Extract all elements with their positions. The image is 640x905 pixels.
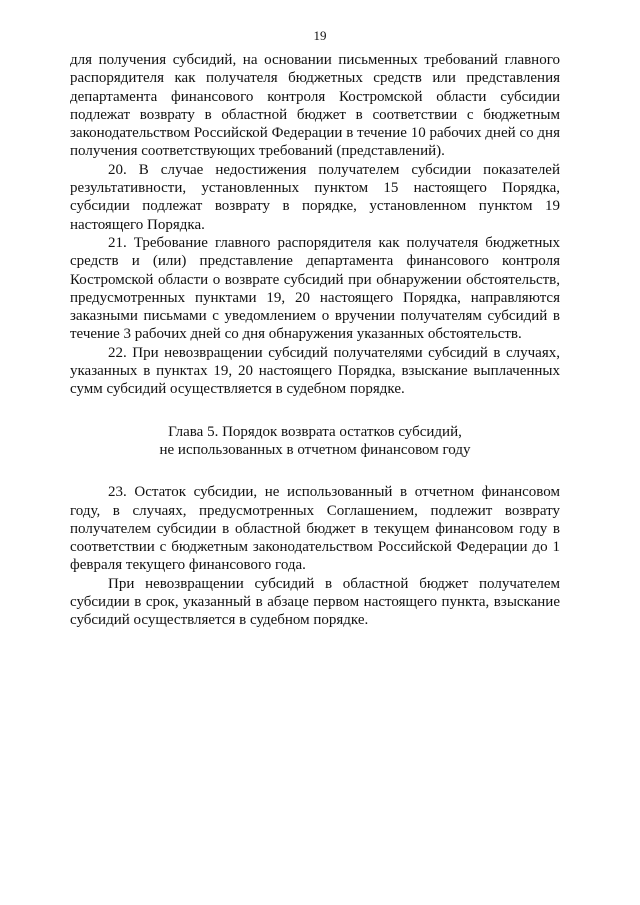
page-number: 19 [313,28,327,43]
paragraph-item-20: 20. В случае недостижения получателем субсидии показателей результативности, установленных пунктом 15 настоящего Порядка, субсидии подлежат возврату в порядке, установленном пунктом 19 настоящего Порядка. [70,161,560,233]
paragraph-item-22: 22. При невозвращении субсидий получателями субсидий в случаях, указанных в пунктах 19, 20 настоящего Порядка, взыскание выплаченных сумм субсидий осуществляется в судебном порядке. [70,344,560,398]
paragraph-item-23: 23. Остаток субсидии, не использованный в отчетном финансовом году, в случаях, предусмотренных Соглашением, подлежит возврату получателем субсидии в областной бюджет в текущем финансовом году в соответствии с бюджетным законодательством Российской Федерации до 1 февраля текущего финансового года. [70,484,560,574]
chapter-heading-line-2: не использованных в отчетном финансовом году [159,441,471,458]
paragraph-continuation: для получения субсидий, на основании письменных требований главного распорядителя как получателя бюджетных средств или представления департамента финансового контроля Костромской области субсидии подлежат возврату в областной бюджет в соответствии с бюджетным законодательством Российской Федерации в течение 10 рабочих дней со дня получения соответствующих требований (представлений). [70,52,560,160]
paragraph-item-21: 21. Требование главного распорядителя как получателя бюджетных средств и (или) представление департамента финансового контроля Костромской области о возврате субсидий при обнаружении обстоятельств, предусмотренных пунктами 19, 20 настоящего Порядка, направляются заказными письмами с уведомлением о вручении получателям субсидий в течение 3 рабочих дней со дня обнаружения указанных обстоятельств. [70,234,560,343]
paragraph-item-23-second: При невозвращении субсидий в областной бюджет получателем субсидии в срок, указанный в абзаце первом настоящего пункта, взыскание субсидий осуществляется в судебном порядке. [70,575,560,629]
chapter-heading [70,423,560,460]
chapter-heading-line-1: Глава 5. Порядок возврата остатков субсидий, [168,423,462,440]
document-body [70,51,560,630]
